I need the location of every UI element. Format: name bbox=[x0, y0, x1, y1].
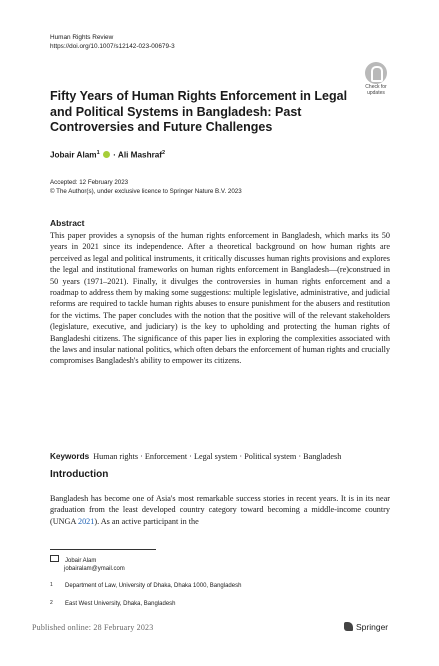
affiliation-text: Department of Law, University of Dhaka, Dhaka 1000, Bangladesh bbox=[65, 583, 242, 589]
intro-text-part: Bangladesh has become one of Asia's most remarkable success stories in recent years. It is in its near graduation from the least developed country category toward becoming a middle-income country (UNGA bbox=[50, 494, 390, 526]
affiliation-text: East West University, Dhaka, Bangladesh bbox=[65, 601, 176, 607]
author-affiliation-sup: 1 bbox=[96, 150, 100, 156]
bookmark-icon bbox=[365, 62, 387, 84]
copyright-notice: © The Author(s), under exclusive licence to Springer Nature B.V. 2023 bbox=[50, 188, 242, 195]
affiliation-number: 2 bbox=[50, 600, 53, 606]
abstract-text: This paper provides a synopsis of the human rights enforcement in Bangladesh, which marks its 50 years in 2021 since its independence. After a theoretical background on how human rights are perceived as legal and political instruments, it critically discusses human rights provisions and explores the legal and institutional frameworks on human rights enforcement in Bangladesh—(re)construed in 50 years (1971–2021). Finally, it divulges the controversies in human rights enforcement and a roadmap to address them by making some suggestions: multiple legislative, administrative, and judicial reforms are required to tackle human rights abuses to ensure punishment for the abusers and restitution for the victims. The paper concludes with the notion that the positive will of the relevant stakeholders (legislature, executive, and judiciary) is the key to upholding and protecting the human rights of Bangladeshi citizens. The significance of this paper lies in exploring the complexities associated with the laws and insular national politics, which often debars the enforcement of human rights and crucially compromises Bangladesh's ability to empower its citizens. bbox=[50, 231, 390, 366]
springer-horse-icon bbox=[344, 622, 353, 631]
publisher-logo bbox=[344, 622, 388, 632]
orcid-icon[interactable] bbox=[103, 151, 110, 158]
corresponding-author bbox=[50, 555, 125, 574]
publisher-name: Springer bbox=[356, 622, 389, 632]
article-dates bbox=[50, 178, 242, 196]
affiliation-2 bbox=[50, 600, 176, 607]
doi-link[interactable]: https://doi.org/10.1007/s12142-023-00679-3 bbox=[50, 43, 175, 50]
intro-text-part: ). As an active participant in the bbox=[94, 516, 199, 526]
affiliation-number: 1 bbox=[50, 582, 53, 588]
keywords-text: Human rights · Enforcement · Legal system · Political system · Bangladesh bbox=[93, 452, 342, 461]
introduction-text bbox=[50, 493, 390, 527]
article-title: Fifty Years of Human Rights Enforcement in Legal and Political Systems in Bangladesh: Past Controversies and Future Challenges bbox=[50, 89, 348, 134]
published-online-date: Published online: 28 February 2023 bbox=[32, 623, 154, 632]
author-separator: · bbox=[113, 150, 116, 160]
abstract-heading: Abstract bbox=[50, 218, 85, 228]
author-name: Ali Mashraf bbox=[117, 150, 163, 160]
envelope-icon bbox=[50, 555, 59, 562]
check-for-updates-label: Check for updates bbox=[365, 84, 387, 96]
journal-header bbox=[50, 33, 175, 51]
author-name: Jobair Alam bbox=[50, 150, 97, 160]
corr-author-email[interactable]: jobairalam@ymail.com bbox=[64, 566, 125, 573]
author-affiliation-sup: 2 bbox=[162, 150, 166, 156]
author-list bbox=[50, 150, 165, 160]
keywords-label: Keywords bbox=[50, 452, 90, 461]
citation-link[interactable]: 2021 bbox=[77, 516, 95, 526]
footnote-divider bbox=[50, 549, 156, 550]
keywords bbox=[50, 451, 350, 462]
affiliation-1 bbox=[50, 582, 241, 589]
accepted-date: Accepted: 12 February 2023 bbox=[50, 179, 129, 186]
corr-author-name: Jobair Alam bbox=[65, 558, 97, 564]
introduction-heading: Introduction bbox=[50, 469, 109, 480]
journal-name: Human Rights Review bbox=[50, 34, 114, 41]
